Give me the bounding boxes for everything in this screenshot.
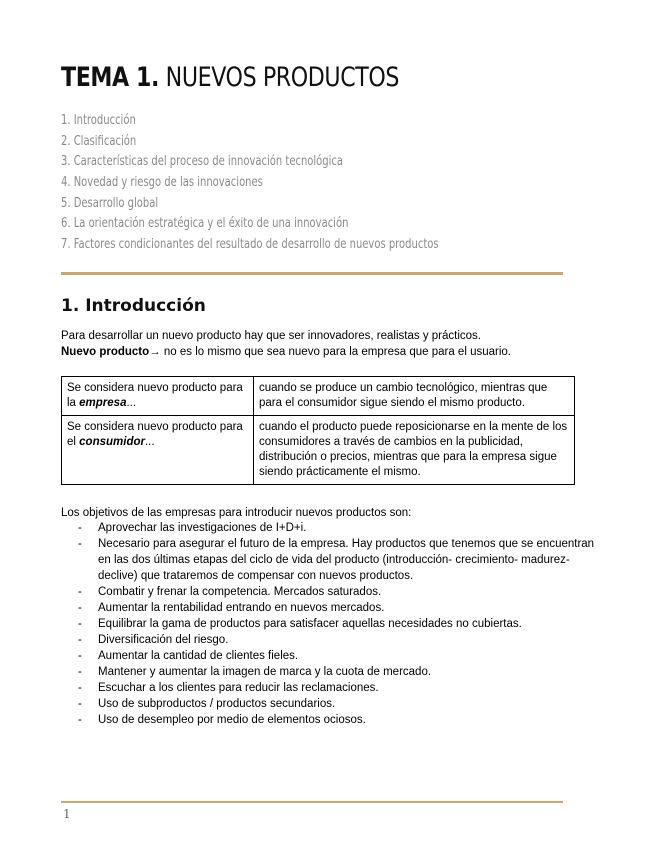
bullet-dash: - [78, 634, 82, 646]
list-item [61, 632, 601, 648]
toc-item: 2. Clasificación [61, 132, 137, 149]
table-cell-left [62, 377, 254, 416]
list-item-text: Aumentar la rentabilidad entrando en nuevos mercados. [98, 602, 385, 614]
bullet-dash: - [78, 618, 82, 630]
list-item-text: Escuchar a los clientes para reducir las reclamaciones. [98, 682, 379, 694]
page-number: 1 [63, 807, 71, 821]
cell-emphasis: empresa [79, 397, 127, 409]
list-item [61, 696, 601, 712]
table-row [62, 416, 575, 485]
comparison-table [61, 376, 575, 485]
definition-paragraph [61, 344, 511, 360]
bullet-dash: - [78, 698, 82, 710]
list-item-text: Mantener y aumentar la imagen de marca y la cuota de mercado. [98, 666, 432, 678]
objectives-intro: Los objetivos de las empresas para introducir nuevos productos son: [61, 507, 412, 519]
title-bold: TEMA 1. [61, 62, 160, 93]
list-item-text: Equilibrar la gama de productos para satisfacer aquellas necesidades no cubiertas. [98, 618, 522, 630]
list-item-text: Diversificación del riesgo. [98, 634, 229, 646]
bullet-dash: - [78, 586, 82, 598]
bullet-dash: - [78, 650, 82, 662]
list-item-text: Uso de subproductos / productos secundarios. [98, 698, 336, 710]
list-item [61, 536, 601, 584]
table-cell-left [62, 416, 254, 485]
toc-item: 5. Desarrollo global [61, 194, 159, 211]
cell-emphasis: consumidor [79, 436, 145, 448]
cell-text: Se considera nuevo producto para el [67, 421, 243, 448]
list-item [61, 616, 601, 632]
toc-item: 7. Factores condicionantes del resultado de desarrollo de nuevos productos [61, 236, 439, 253]
cell-text: Se considera nuevo producto para la [67, 382, 243, 409]
bullet-dash: - [78, 538, 82, 550]
toc-item: 6. La orientación estratégica y el éxito de una innovación [61, 215, 349, 232]
list-item [61, 712, 601, 728]
list-item [61, 600, 601, 616]
list-item-text: Aprovechar las investigaciones de I+D+i. [98, 522, 307, 534]
list-item-text: Combatir y frenar la competencia. Mercados saturados. [98, 586, 382, 598]
table-cell-right: cuando se produce un cambio tecnológico, mientras que para el consumidor sigue siendo el mismo producto. [254, 377, 575, 416]
footer-divider [61, 801, 563, 803]
list-item-text: Aumentar la cantidad de clientes fieles. [98, 650, 299, 662]
table-row [62, 377, 575, 416]
page-title [61, 62, 399, 93]
bullet-dash: - [78, 714, 82, 726]
toc-item: 4. Novedad y riesgo de las innovaciones [61, 174, 263, 191]
list-item-text: Uso de desempleo por medio de elementos ociosos. [98, 714, 366, 726]
table-of-contents [61, 110, 571, 255]
definition-term: Nuevo producto [61, 346, 150, 358]
definition-text: → no es lo mismo que sea nuevo para la empresa que para el usuario. [149, 346, 511, 358]
list-item [61, 584, 601, 600]
toc-item: 3. Características del proceso de innovación tecnológica [61, 153, 344, 170]
list-item [61, 520, 601, 536]
list-item-text: Necesario para asegurar el futuro de la empresa. Hay productos que tenemos que se encuentran en las dos últimas etapas del ciclo de vida del producto (introducción- crecimiento- madurez- declive) que trataremos de compensar con nuevos productos. [98, 538, 595, 582]
bullet-dash: - [78, 522, 82, 534]
toc-item: 1. Introducción [61, 112, 136, 128]
list-item [61, 664, 601, 680]
bullet-dash: - [78, 682, 82, 694]
bullet-dash: - [78, 602, 82, 614]
cell-text: ... [126, 397, 137, 409]
title-rest: NUEVOS PRODUCTOS [159, 62, 400, 93]
intro-paragraph: Para desarrollar un nuevo producto hay que ser innovadores, realistas y prácticos. [61, 330, 481, 342]
objectives-list [61, 520, 601, 728]
table-cell-right: cuando el producto puede reposicionarse en la mente de los consumidores a través de cambios en la publicidad, distribución o precios, mientras que para la empresa sigue siendo prácticamente el mismo. [254, 416, 575, 485]
list-item [61, 648, 601, 664]
bullet-dash: - [78, 666, 82, 678]
header-divider [61, 272, 563, 275]
list-item [61, 680, 601, 696]
cell-text: ... [144, 436, 155, 448]
section-title: 1. Introducción [61, 296, 206, 316]
